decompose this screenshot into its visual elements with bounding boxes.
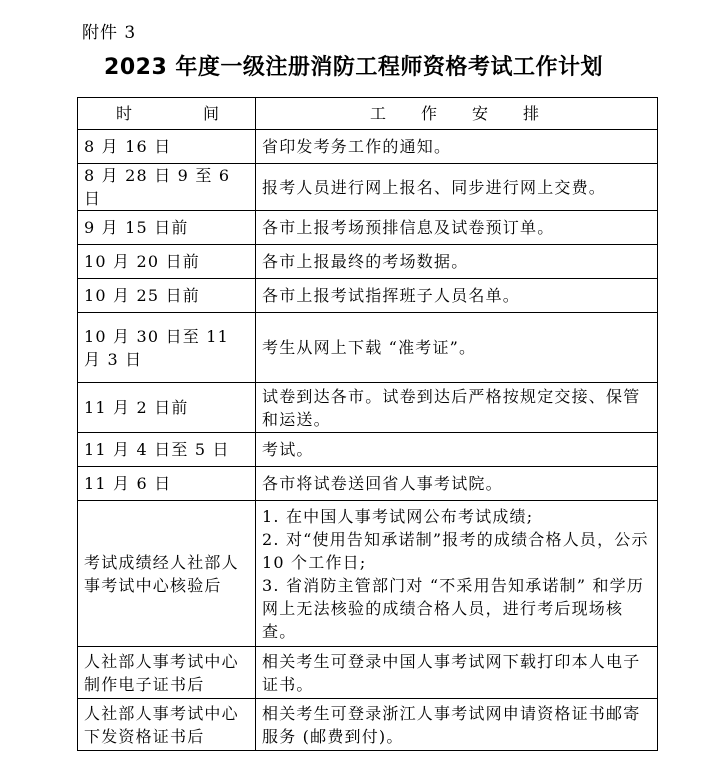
header-work	[256, 98, 658, 130]
work-cell	[256, 647, 658, 699]
work-cell	[256, 433, 658, 467]
work-cell	[256, 211, 658, 245]
work-line: 1. 在中国人事考试网公布考试成绩;	[262, 506, 534, 526]
work-line: 考试。	[262, 440, 314, 459]
time-cell: 人社部人事考试中心制作电子证书后	[78, 647, 256, 699]
work-cell	[256, 164, 658, 211]
work-line: 相关考生可登录浙江人事考试网申请资格证书邮寄服务 (邮费到付)。	[262, 703, 641, 746]
table-row	[78, 164, 658, 211]
work-cell	[256, 245, 658, 279]
table-row	[78, 279, 658, 313]
time-cell: 11 月 2 日前	[78, 383, 256, 433]
header-time-char: 时	[116, 104, 133, 123]
time-cell: 8 月 16 日	[78, 130, 256, 164]
time-cell: 10 月 20 日前	[78, 245, 256, 279]
work-cell	[256, 313, 658, 383]
time-cell: 考试成绩经人社部人事考试中心核验后	[78, 501, 256, 647]
work-line: 各市上报考场预排信息及试卷预订单。	[262, 218, 555, 237]
work-line: 各市上报最终的考场数据。	[262, 252, 469, 271]
work-line: 试卷到达各市。试卷到达后严格按规定交接、保管和运送。	[262, 386, 641, 429]
time-cell: 8 月 28 日 9 至 6 日	[78, 164, 256, 211]
work-line: 各市将试卷送回省人事考试院。	[262, 474, 503, 493]
header-work-char: 排	[522, 104, 539, 123]
work-cell	[256, 130, 658, 164]
work-line: 报考人员进行网上报名、同步进行网上交费。	[262, 177, 607, 197]
header-work-char: 工	[370, 104, 387, 123]
header-time-char: 间	[202, 104, 219, 123]
table-row	[78, 245, 658, 279]
work-plan-table	[77, 97, 658, 751]
time-cell: 11 月 4 日至 5 日	[78, 433, 256, 467]
work-cell	[256, 279, 658, 313]
header-work-char: 安	[471, 104, 488, 123]
table-row	[78, 433, 658, 467]
time-cell: 9 月 15 日前	[78, 211, 256, 245]
header-time	[78, 98, 256, 130]
table-row	[78, 313, 658, 383]
work-line: 各市上报考试指挥班子人员名单。	[262, 286, 521, 305]
table-row	[78, 699, 658, 751]
work-line: 3. 省消防主管部门对 “不采用告知承诺制” 和学历网上无法核验的成绩合格人员，进行考后现场核查。	[262, 575, 645, 641]
attachment-label: 附件 3	[82, 23, 137, 43]
table-row	[78, 383, 658, 433]
work-cell	[256, 383, 658, 433]
table-header-row	[78, 98, 658, 130]
work-line: 相关考生可登录中国人事考试网下载打印本人电子证书。	[262, 651, 641, 694]
work-line: 2. 对“使用告知承诺制”报考的成绩合格人员，公示 10 个工作日;	[262, 529, 649, 572]
work-cell	[256, 501, 658, 647]
table-row	[78, 211, 658, 245]
table-row	[78, 130, 658, 164]
table-row	[78, 467, 658, 501]
header-work-char: 作	[420, 104, 437, 123]
document-title: 2023 年度一级注册消防工程师资格考试工作计划	[104, 55, 603, 80]
time-cell: 10 月 30 日至 11 月 3 日	[78, 313, 256, 383]
time-cell: 11 月 6 日	[78, 467, 256, 501]
work-cell	[256, 467, 658, 501]
work-line: 省印发考务工作的通知。	[262, 137, 452, 156]
time-cell: 人社部人事考试中心下发资格证书后	[78, 699, 256, 751]
table-row	[78, 647, 658, 699]
table-row	[78, 501, 658, 647]
work-cell	[256, 699, 658, 751]
work-line: 考生从网上下载 “准考证”。	[262, 338, 477, 357]
time-cell: 10 月 25 日前	[78, 279, 256, 313]
